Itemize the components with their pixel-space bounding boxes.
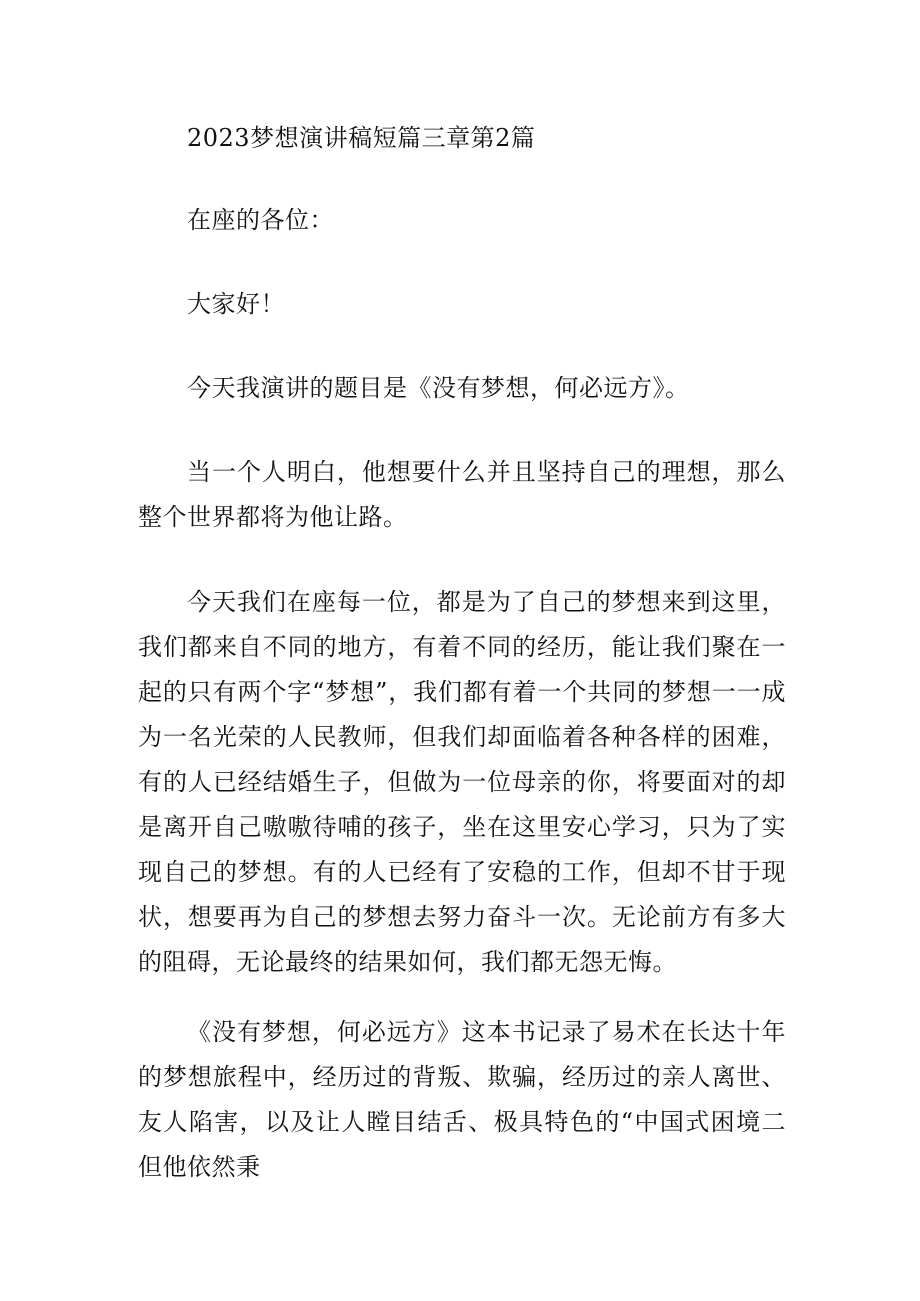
paragraph-4: 《没有梦想，何必远方》这本书记录了易术在长达十年的梦想旅程中，经历过的背叛、欺骗，经历过的亲人离世、友人陷害，以及让人瞠目结舌、极具特色的“中国式困境二但他依然秉 [138,1018,786,1181]
document-title: 2023梦想演讲稿短篇三章第2篇 [187,124,536,152]
paragraph-3: 今天我们在座每一位，都是为了自己的梦想来到这里，我们都来自不同的地方，有着不同的经历，能让我们聚在一起的只有两个字“梦想”，我们都有着一个共同的梦想一一成为一名光荣的人民教师，但我们却面临着各种各样的困难，有的人已经结婚生子，但做为一位母亲的你，将要面对的却是离开自己嗷嗷待哺的孩子，坐在这里安心学习，只为了实现自己的梦想。有的人已经有了安稳的工作，但却不甘于现状，想要再为自己的梦想去努力奋斗一次。无论前方有多大的阻碍，无论最终的结果如何，我们都无怨无悔。 [138,588,786,976]
salutation: 在座的各位： [187,206,334,234]
greeting: 大家好！ [187,290,285,318]
paragraph-1: 今天我演讲的题目是《没有梦想，何必远方》。 [187,374,690,402]
paragraph-2: 当一个人明白，他想要什么并且坚持自己的理想，那么整个世界都将为他让路。 [138,458,786,531]
